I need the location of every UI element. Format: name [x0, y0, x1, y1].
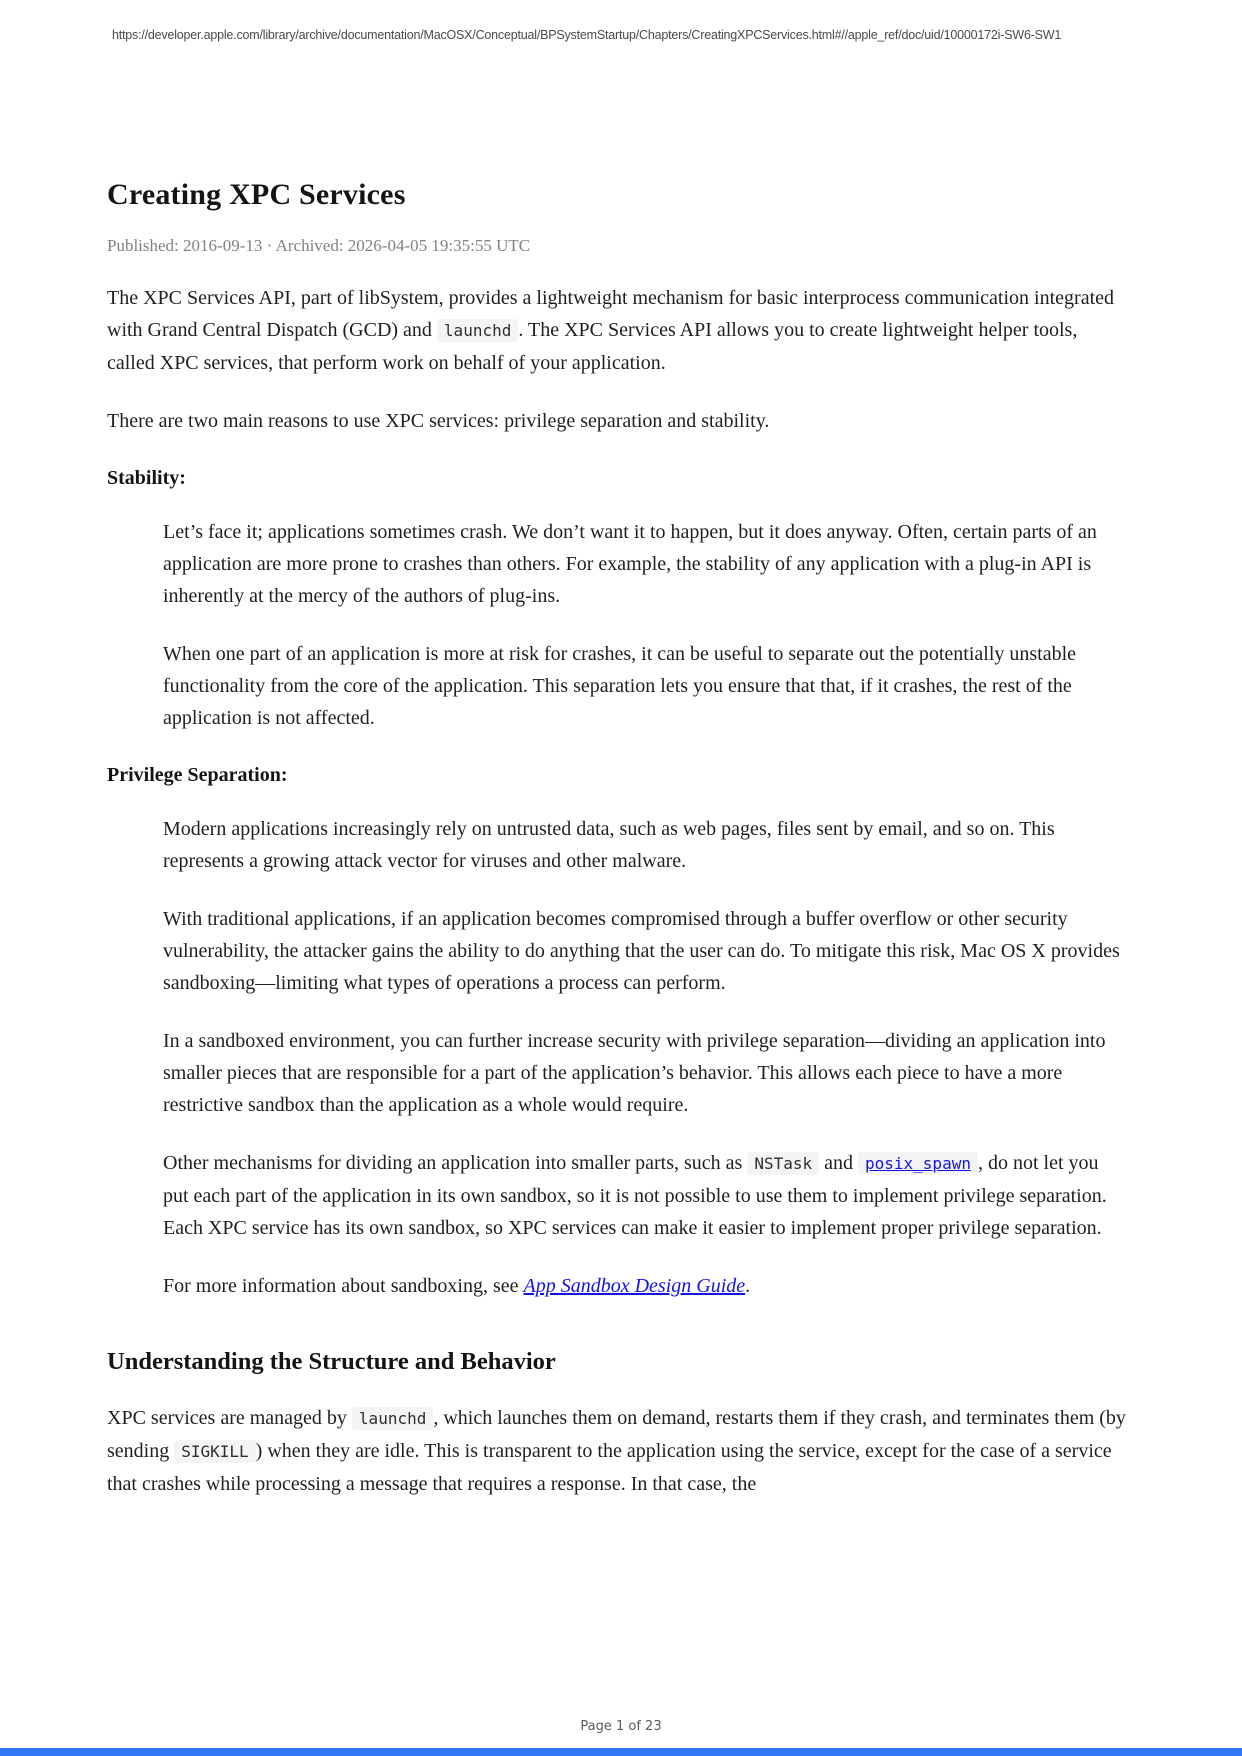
- code-nstask: NSTask: [747, 1152, 819, 1175]
- structure-p1-text-c: ) when they are idle. This is transparent to the application using the service, except for the case of a service that crashes while processing a message that requires a response. In that case, the: [107, 1440, 1112, 1495]
- published-archived-meta: Published: 2016-09-13 · Archived: 2026-04-05 19:35:55 UTC: [107, 236, 531, 255]
- structure-p1-text-b: , which launches them on demand, restarts them if they crash, and terminates them (by sending: [107, 1407, 1126, 1462]
- privilege-paragraph-2: With traditional applications, if an application becomes compromised through a buffer overflow or other security vulnerability, the attacker gains the ability to do anything that the user can do. To mitigate this risk, Mac OS X provides sandboxing—limiting what types of operations a process can perform.: [163, 908, 1120, 994]
- code-launchd-2: launchd: [352, 1407, 433, 1430]
- privilege-paragraph-4: [163, 1147, 1129, 1244]
- structure-p1-text-a: XPC services are managed by: [107, 1407, 352, 1429]
- posix-spawn-link[interactable]: posix_spawn: [858, 1152, 978, 1175]
- privilege-p4-text-c: , do not let you put each part of the application in its own sandbox, so it is not possible to use them to implement privilege separation. Each XPC service has its own sandbox, so XPC services can make it easier to implement proper privilege separation.: [163, 1152, 1107, 1239]
- app-sandbox-design-guide-link[interactable]: App Sandbox Design Guide: [523, 1275, 746, 1297]
- more-info-text-after: .: [745, 1275, 751, 1297]
- stability-paragraph-1: Let’s face it; applications sometimes crash. We don’t want it to happen, but it does anyway. Often, certain parts of an application are more prone to crashes than others. For example, the stability of any application with a plug-in API is inherently at the mercy of the authors of plug-ins.: [163, 521, 1097, 607]
- page-title: Creating XPC Services: [107, 178, 406, 211]
- article-content: [107, 178, 1129, 1500]
- privilege-separation-block: [107, 813, 1129, 1302]
- stability-heading: Stability:: [107, 467, 186, 489]
- understanding-structure-heading: Understanding the Structure and Behavior: [107, 1348, 556, 1375]
- intro-paragraph: [107, 282, 1129, 379]
- intro-text-before: The XPC Services API, part of libSystem, provides a lightweight mechanism for basic interprocess communication integrated with Grand Central Dispatch (GCD) and: [107, 287, 1115, 341]
- intro-text-after: . The XPC Services API allows you to create lightweight helper tools, called XPC services, that perform work on behalf of your application.: [107, 319, 1078, 374]
- privilege-p4-text-b: and: [819, 1152, 858, 1174]
- more-info-text-before: For more information about sandboxing, see: [163, 1275, 524, 1297]
- more-info-paragraph: [163, 1270, 1129, 1302]
- code-launchd: launchd: [437, 319, 518, 342]
- privilege-paragraph-1: Modern applications increasingly rely on untrusted data, such as web pages, files sent by email, and so on. This represents a growing attack vector for viruses and other malware.: [163, 818, 1055, 872]
- privilege-separation-heading: Privilege Separation:: [107, 764, 288, 786]
- page-number: Page 1 of 23: [580, 1719, 662, 1734]
- privilege-p4-text-a: Other mechanisms for dividing an application into smaller parts, such as: [163, 1152, 748, 1174]
- stability-paragraph-2: When one part of an application is more at risk for crashes, it can be useful to separate out the potentially unstable functionality from the core of the application. This separation lets you ensure that that, if it crashes, the rest of the application is not affected.: [163, 643, 1077, 729]
- reasons-paragraph: There are two main reasons to use XPC services: privilege separation and stability.: [107, 410, 770, 432]
- code-sigkill: SIGKILL: [174, 1440, 255, 1463]
- bottom-bar: [0, 1748, 1242, 1756]
- stability-block: [107, 516, 1129, 734]
- page-url: https://developer.apple.com/library/archive/documentation/MacOSX/Conceptual/BPSystemStartup/Chapters/CreatingXPCServices.html#//apple_ref/doc/uid/10000172i-SW6-SW1: [112, 28, 1062, 42]
- privilege-paragraph-3: In a sandboxed environment, you can further increase security with privilege separation—dividing an application into smaller pieces that are responsible for a part of the application’s behavior. This allows each piece to have a more restrictive sandbox than the application as a whole would require.: [163, 1030, 1106, 1116]
- structure-paragraph-1: [107, 1402, 1129, 1500]
